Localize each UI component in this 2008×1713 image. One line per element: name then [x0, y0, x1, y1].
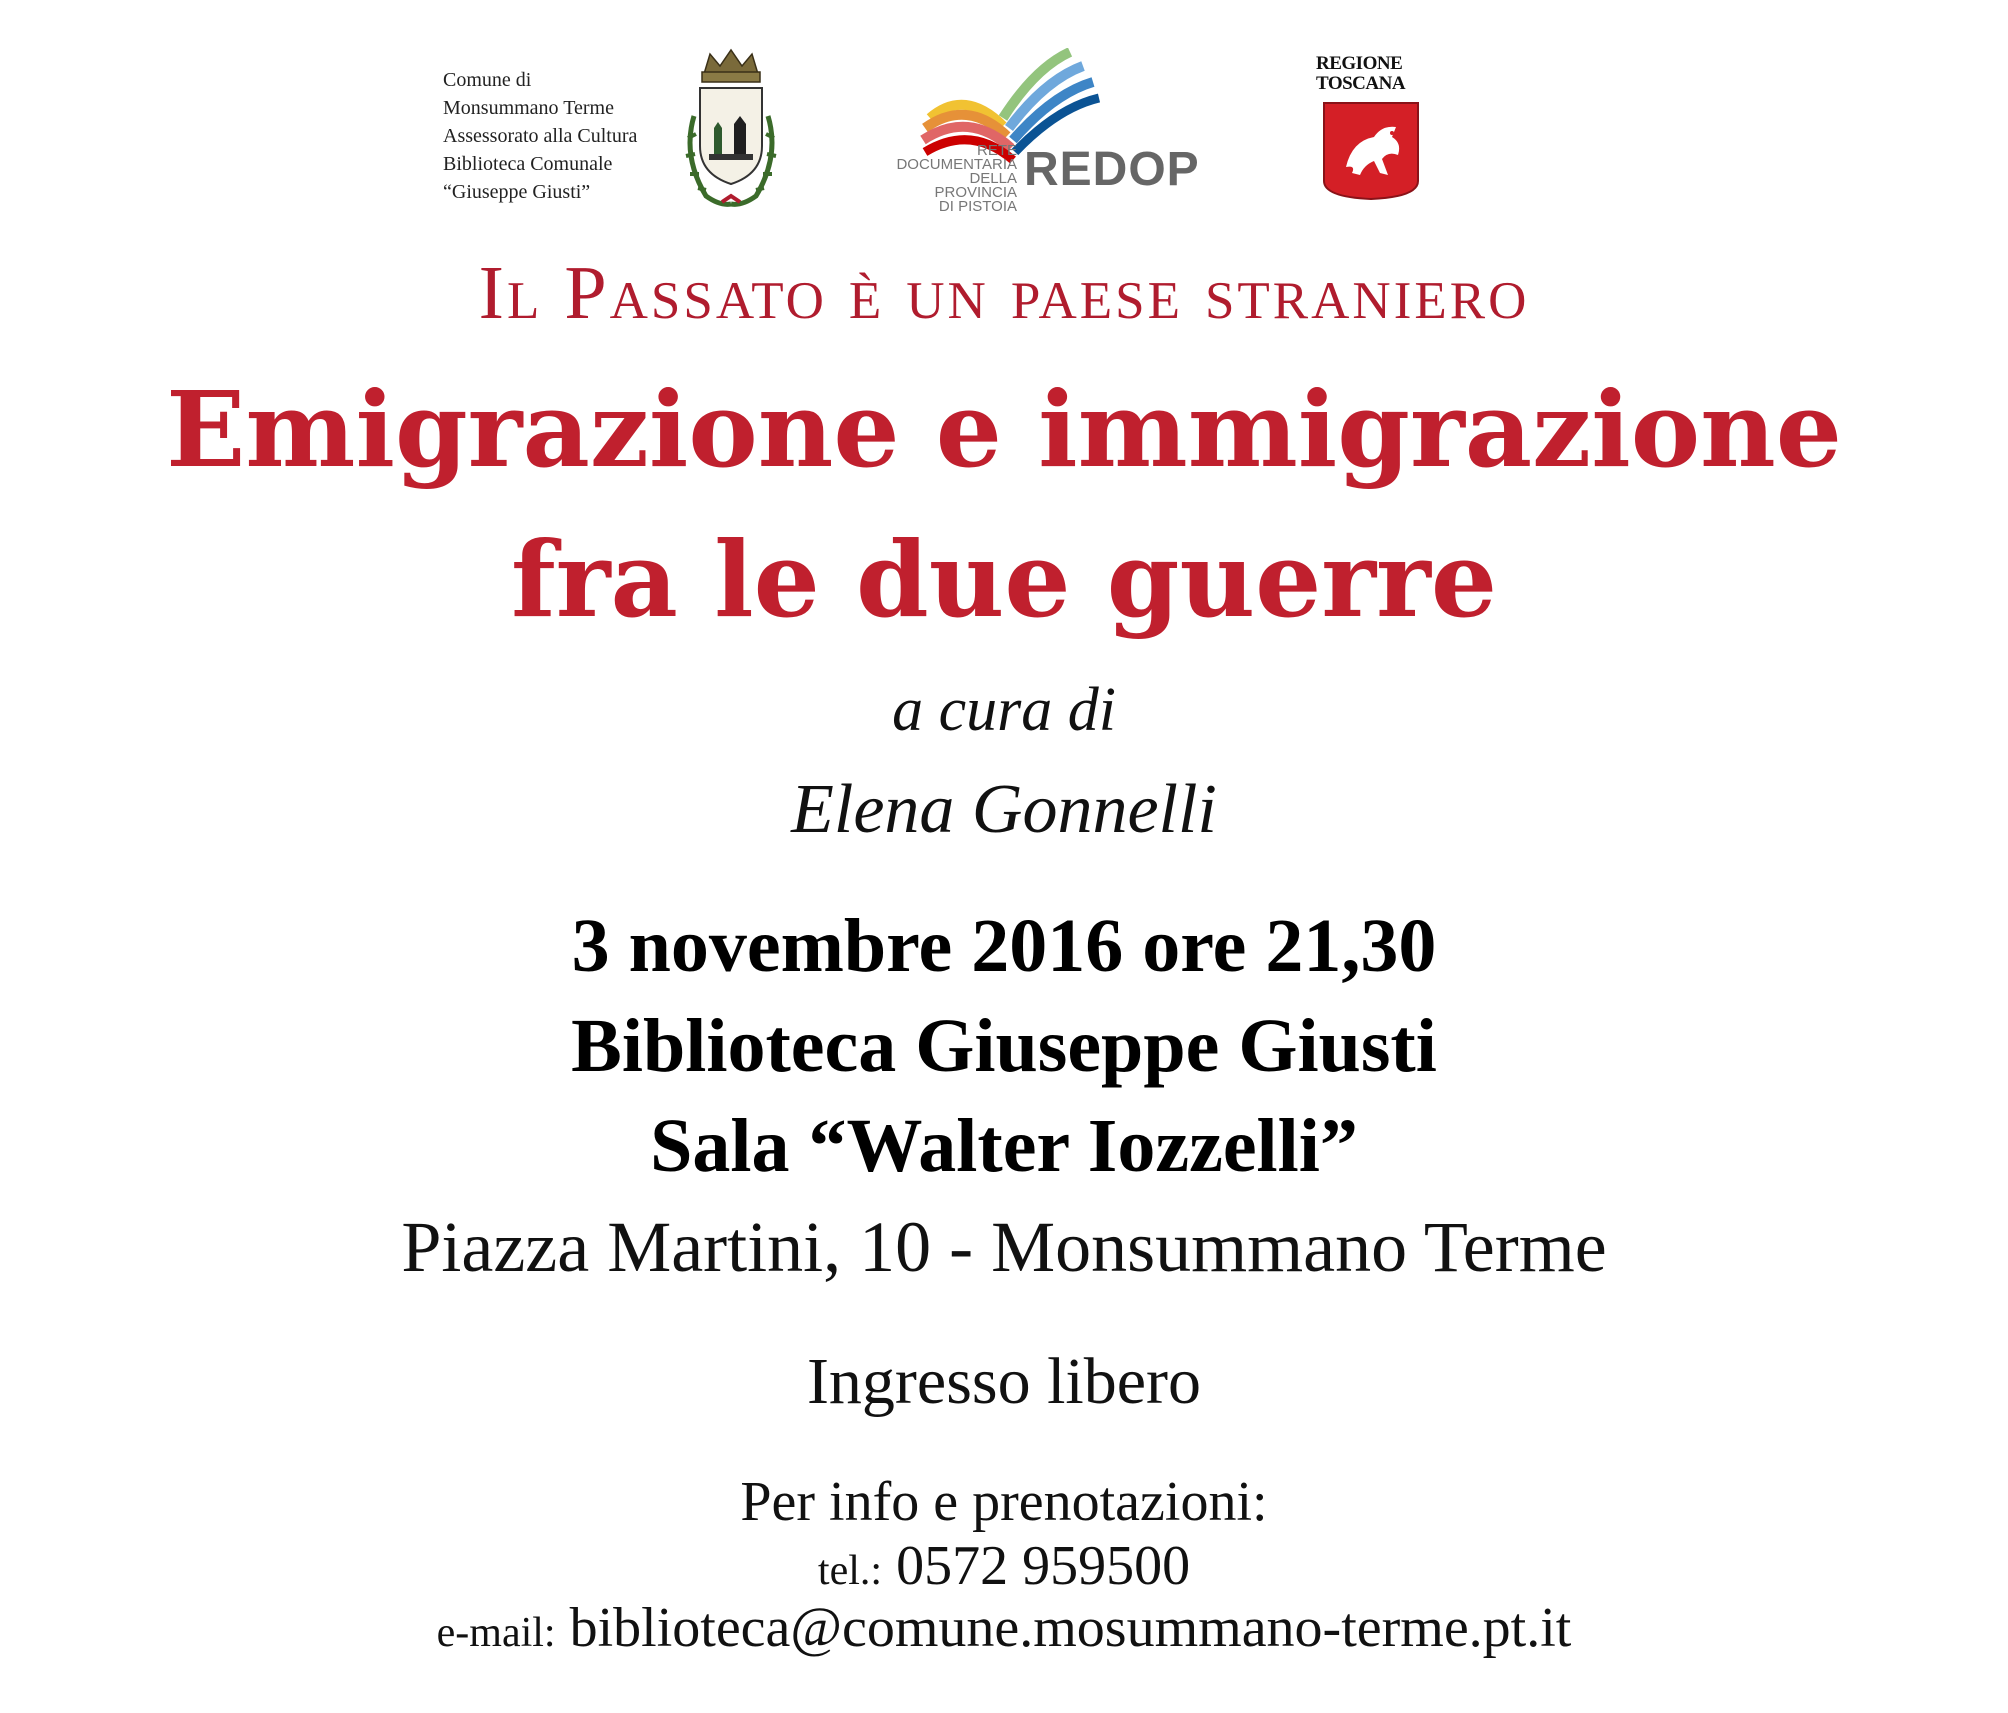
event-overtitle: Il Passato è un paese straniero	[478, 251, 1530, 335]
event-datetime: 3 novembre 2016 ore 21,30	[571, 904, 1437, 988]
curated-by-label: a cura di	[892, 676, 1116, 744]
regione-toscana-label	[1316, 54, 1405, 94]
redop-small-line: RETE	[976, 142, 1017, 159]
author-name: Elena Gonnelli	[791, 771, 1217, 848]
phone-number[interactable]: 0572 959500	[896, 1535, 1191, 1597]
monsummano-crest-icon	[676, 46, 786, 214]
contact-label: Per info e prenotazioni:	[740, 1471, 1268, 1533]
comune-line: “Giuseppe Giusti”	[443, 181, 591, 203]
redop-wordmark: REDOP	[1024, 143, 1200, 196]
contact-email	[0, 1594, 2008, 1667]
venue-room: Sala “Walter Iozzelli”	[650, 1104, 1358, 1188]
regione-line: TOSCANA	[1316, 73, 1406, 94]
venue-address: Piazza Martini, 10 - Monsummano Terme	[401, 1207, 1607, 1287]
redop-small-line: DOCUMENTARIA	[896, 156, 1017, 173]
phone-label: tel.:	[817, 1548, 883, 1594]
redop-subtitle	[885, 144, 1017, 214]
comune-line: Assessorato alla Cultura	[443, 125, 638, 147]
email-label: e-mail:	[436, 1610, 556, 1656]
comune-line: Comune di	[443, 69, 532, 91]
redop-small-line: DI PISTOIA	[938, 198, 1017, 215]
event-title-line2: fra le due guerre	[511, 518, 1497, 641]
comune-text-block	[443, 66, 637, 206]
comune-line: Monsummano Terme	[443, 97, 614, 119]
entry-note: Ingresso libero	[806, 1345, 1202, 1418]
redop-small-line: DELLA PROVINCIA	[934, 170, 1017, 201]
regione-line: REGIONE	[1316, 53, 1403, 74]
event-title-line1: Emigrazione e immigrazione	[166, 368, 1842, 491]
regione-toscana-shield-icon	[1322, 101, 1420, 201]
venue-name: Biblioteca Giuseppe Giusti	[571, 1004, 1437, 1088]
email-address[interactable]: biblioteca@comune.mosummano-terme.pt.it	[569, 1597, 1572, 1659]
comune-line: Biblioteca Comunale	[443, 153, 613, 175]
